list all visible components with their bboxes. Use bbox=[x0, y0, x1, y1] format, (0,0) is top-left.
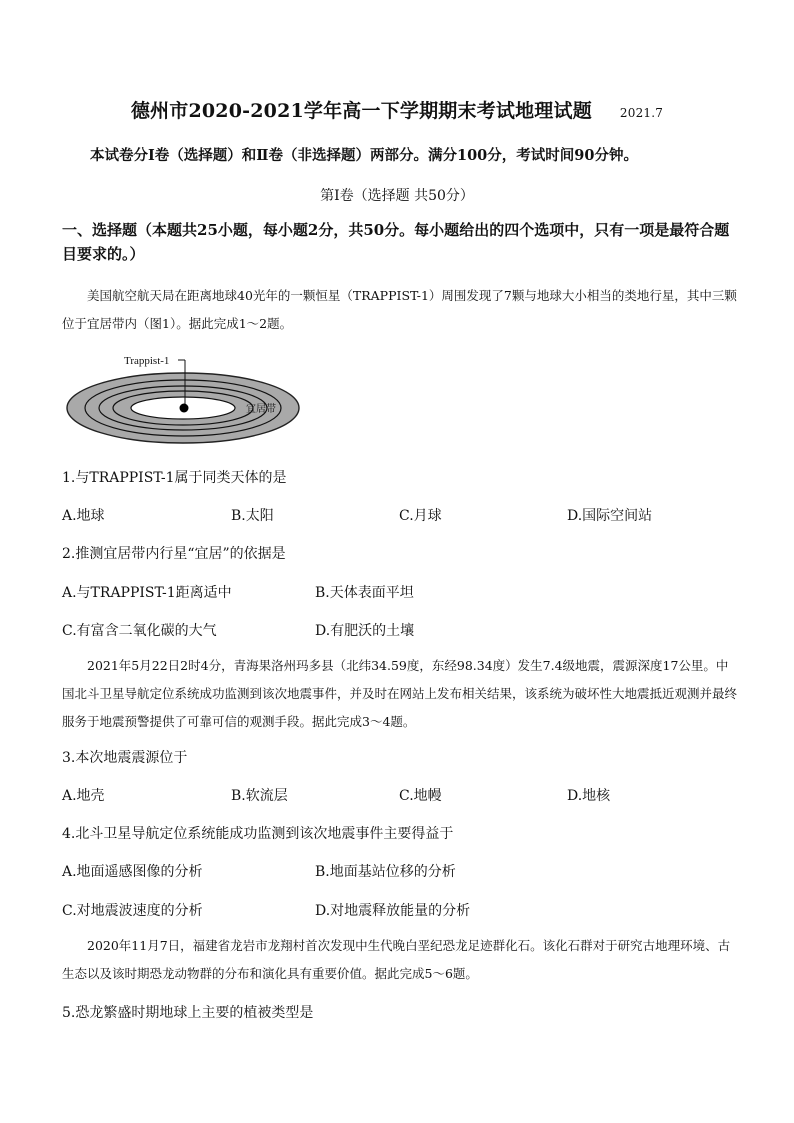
q3-option-a: A.地壳 bbox=[62, 788, 105, 804]
section-heading: 一、选择题（本题共25小题，每小题2分，共50分。每小题给出的四个选项中，只有一项是最符合题目要求的。） bbox=[62, 221, 730, 263]
q2-option-b: B.天体表面平坦 bbox=[315, 585, 414, 601]
question-1-stem: 1.与TRAPPIST-1属于同类天体的是 bbox=[62, 470, 287, 486]
q4-option-d: D.对地震释放能量的分析 bbox=[315, 903, 471, 919]
q4-option-a: A.地面遥感图像的分析 bbox=[62, 864, 203, 880]
q3-option-c: C.地幔 bbox=[399, 788, 442, 804]
exam-title-line bbox=[0, 96, 794, 123]
q1-option-a: A.地球 bbox=[62, 508, 105, 524]
q1-option-b: B.太阳 bbox=[231, 508, 274, 524]
q2-option-a: A.与TRAPPIST-1距离适中 bbox=[62, 585, 232, 601]
star-label: Trappist-1 bbox=[124, 355, 170, 367]
question-2-stem: 2.推测宜居带内行星“宜居”的依据是 bbox=[62, 546, 286, 562]
q1-option-d: D.国际空间站 bbox=[567, 508, 653, 524]
question-4-stem: 4.北斗卫星导航定位系统能成功监测到该次地震事件主要得益于 bbox=[62, 826, 454, 842]
zone-label: 宜居带 bbox=[246, 404, 276, 415]
q3-option-b: B.软流层 bbox=[231, 788, 288, 804]
trappist-star-dot bbox=[180, 404, 189, 413]
q2-option-d: D.有肥沃的土壤 bbox=[315, 623, 415, 639]
exam-date: 2021.7 bbox=[619, 106, 664, 120]
habitable-zone-figure bbox=[62, 348, 312, 458]
part-heading: 第Ⅰ卷（选择题 共50分） bbox=[320, 188, 474, 204]
q2-option-c: C.有富含二氧化碳的大气 bbox=[62, 623, 217, 639]
exam-title: 德州市2020-2021学年高一下学期期末考试地理试题 bbox=[130, 100, 592, 122]
passage-3: 2020年11月7日，福建省龙岩市龙翔村首次发现中生代晚白垩纪恐龙足迹群化石。该化石群对于研究古地理环境、古生态以及该时期恐龙动物群的分布和演化具有重要价值。据此完成5～6题。 bbox=[62, 938, 731, 981]
passage-2: 2021年5月22日2时4分，青海果洛州玛多县（北纬34.59度，东经98.34度）发生7.4级地震，震源深度17公里。中国北斗卫星导航定位系统成功监测到该次地震事件，并及时在网站上发布相关结果，该系统为破坏性大地震抵近观测并最终服务于地震预警提供了可靠可信的观测手段。据此完成3～4题。 bbox=[62, 658, 738, 729]
exam-instructions: 本试卷分Ⅰ卷（选择题）和Ⅱ卷（非选择题）两部分。满分100分，考试时间90分钟。 bbox=[90, 147, 638, 164]
passage-1: 美国航空航天局在距离地球40光年的一颗恒星（TRAPPIST-1）周围发现了7颗与地球大小相当的类地行星，其中三颗位于宜居带内（图1）。据此完成1～2题。 bbox=[62, 288, 737, 331]
question-5-stem: 5.恐龙繁盛时期地球上主要的植被类型是 bbox=[62, 1005, 314, 1021]
q4-option-b: B.地面基站位移的分析 bbox=[315, 864, 456, 880]
q1-option-c: C.月球 bbox=[399, 508, 442, 524]
q4-option-c: C.对地震波速度的分析 bbox=[62, 903, 203, 919]
q3-option-d: D.地核 bbox=[567, 788, 611, 804]
question-3-stem: 3.本次地震震源位于 bbox=[62, 750, 188, 766]
